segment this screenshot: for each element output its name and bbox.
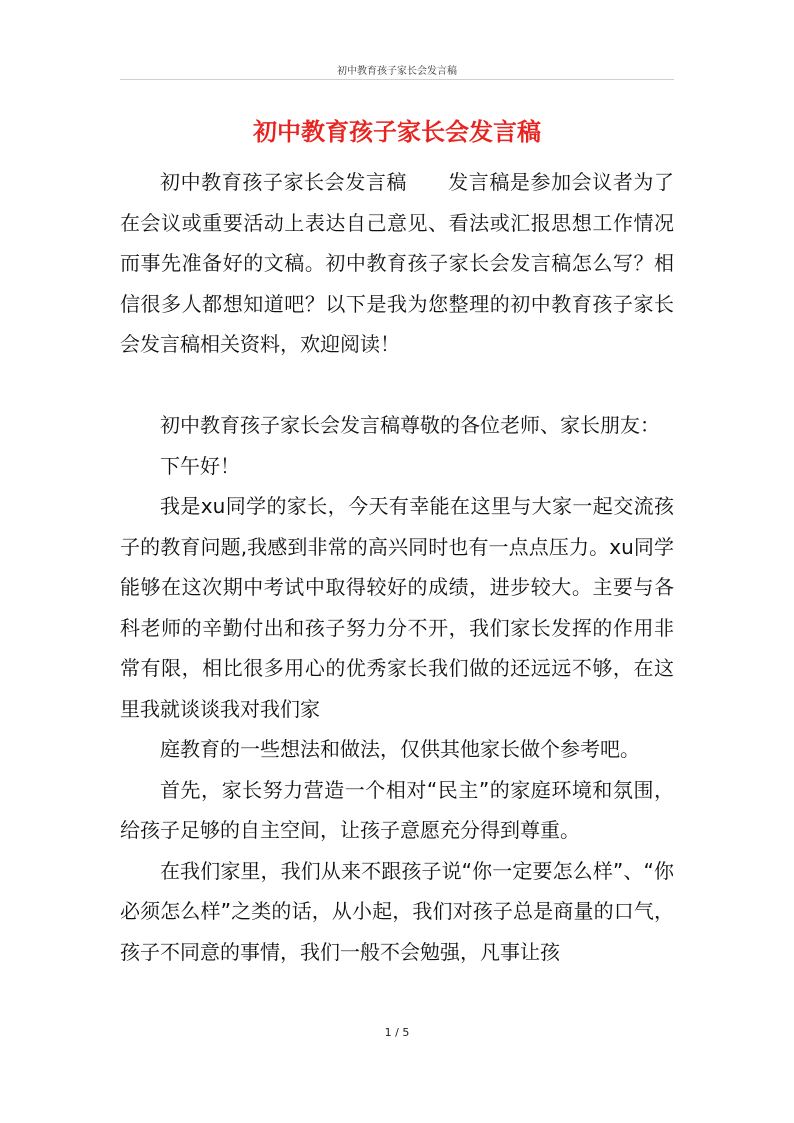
paragraph-intro: 初中教育孩子家长会发言稿 发言稿是参加会议者为了在会议或重要活动上表达自己意见、看法或汇报思想工作情况而事先准备好的文稿。初中教育孩子家长会发言稿怎么写？相信很多人都想知道吧？以下是我为您整理的初中教育孩子家长会发言稿相关资料，欢迎阅读！ <box>120 170 674 356</box>
header-divider <box>120 79 674 80</box>
paragraph-self-intro: 我是xu同学的家长，今天有幸能在这里与大家一起交流孩子的教育问题,我感到非常的高兴同时也有一点点压力。xu同学能够在这次期中考试中取得较好的成绩，进步较大。主要与各科老师的辛勤付出和孩子努力分不开，我们家长发挥的作用非常有限，相比很多用心的优秀家长我们做的还远远不够，在这里我就谈谈我对我们家 <box>120 494 674 721</box>
document-body <box>120 162 674 972</box>
page-number: 1 / 5 <box>384 1026 410 1039</box>
running-header: 初中教育孩子家长会发言稿 <box>337 66 457 77</box>
paragraph-salutation: 初中教育孩子家长会发言稿尊敬的各位老师、家长朋友： <box>160 413 660 437</box>
paragraph-family-education: 庭教育的一些想法和做法，仅供其他家长做个参考吧。 <box>160 737 640 761</box>
paragraph-first-point: 首先，家长努力营造一个相对“民主”的家庭环境和氛围，给孩子足够的自主空间，让孩子意愿充分得到尊重。 <box>120 777 674 842</box>
document-title: 初中教育孩子家长会发言稿 <box>253 118 541 146</box>
paragraph-greeting: 下午好！ <box>160 453 240 478</box>
paragraph-at-home: 在我们家里，我们从来不跟孩子说“你一定要怎么样”、“你必须怎么样”之类的话，从小起，我们对孩子总是商量的口气，孩子不同意的事情，我们一般不会勉强，凡事让孩 <box>120 858 674 964</box>
